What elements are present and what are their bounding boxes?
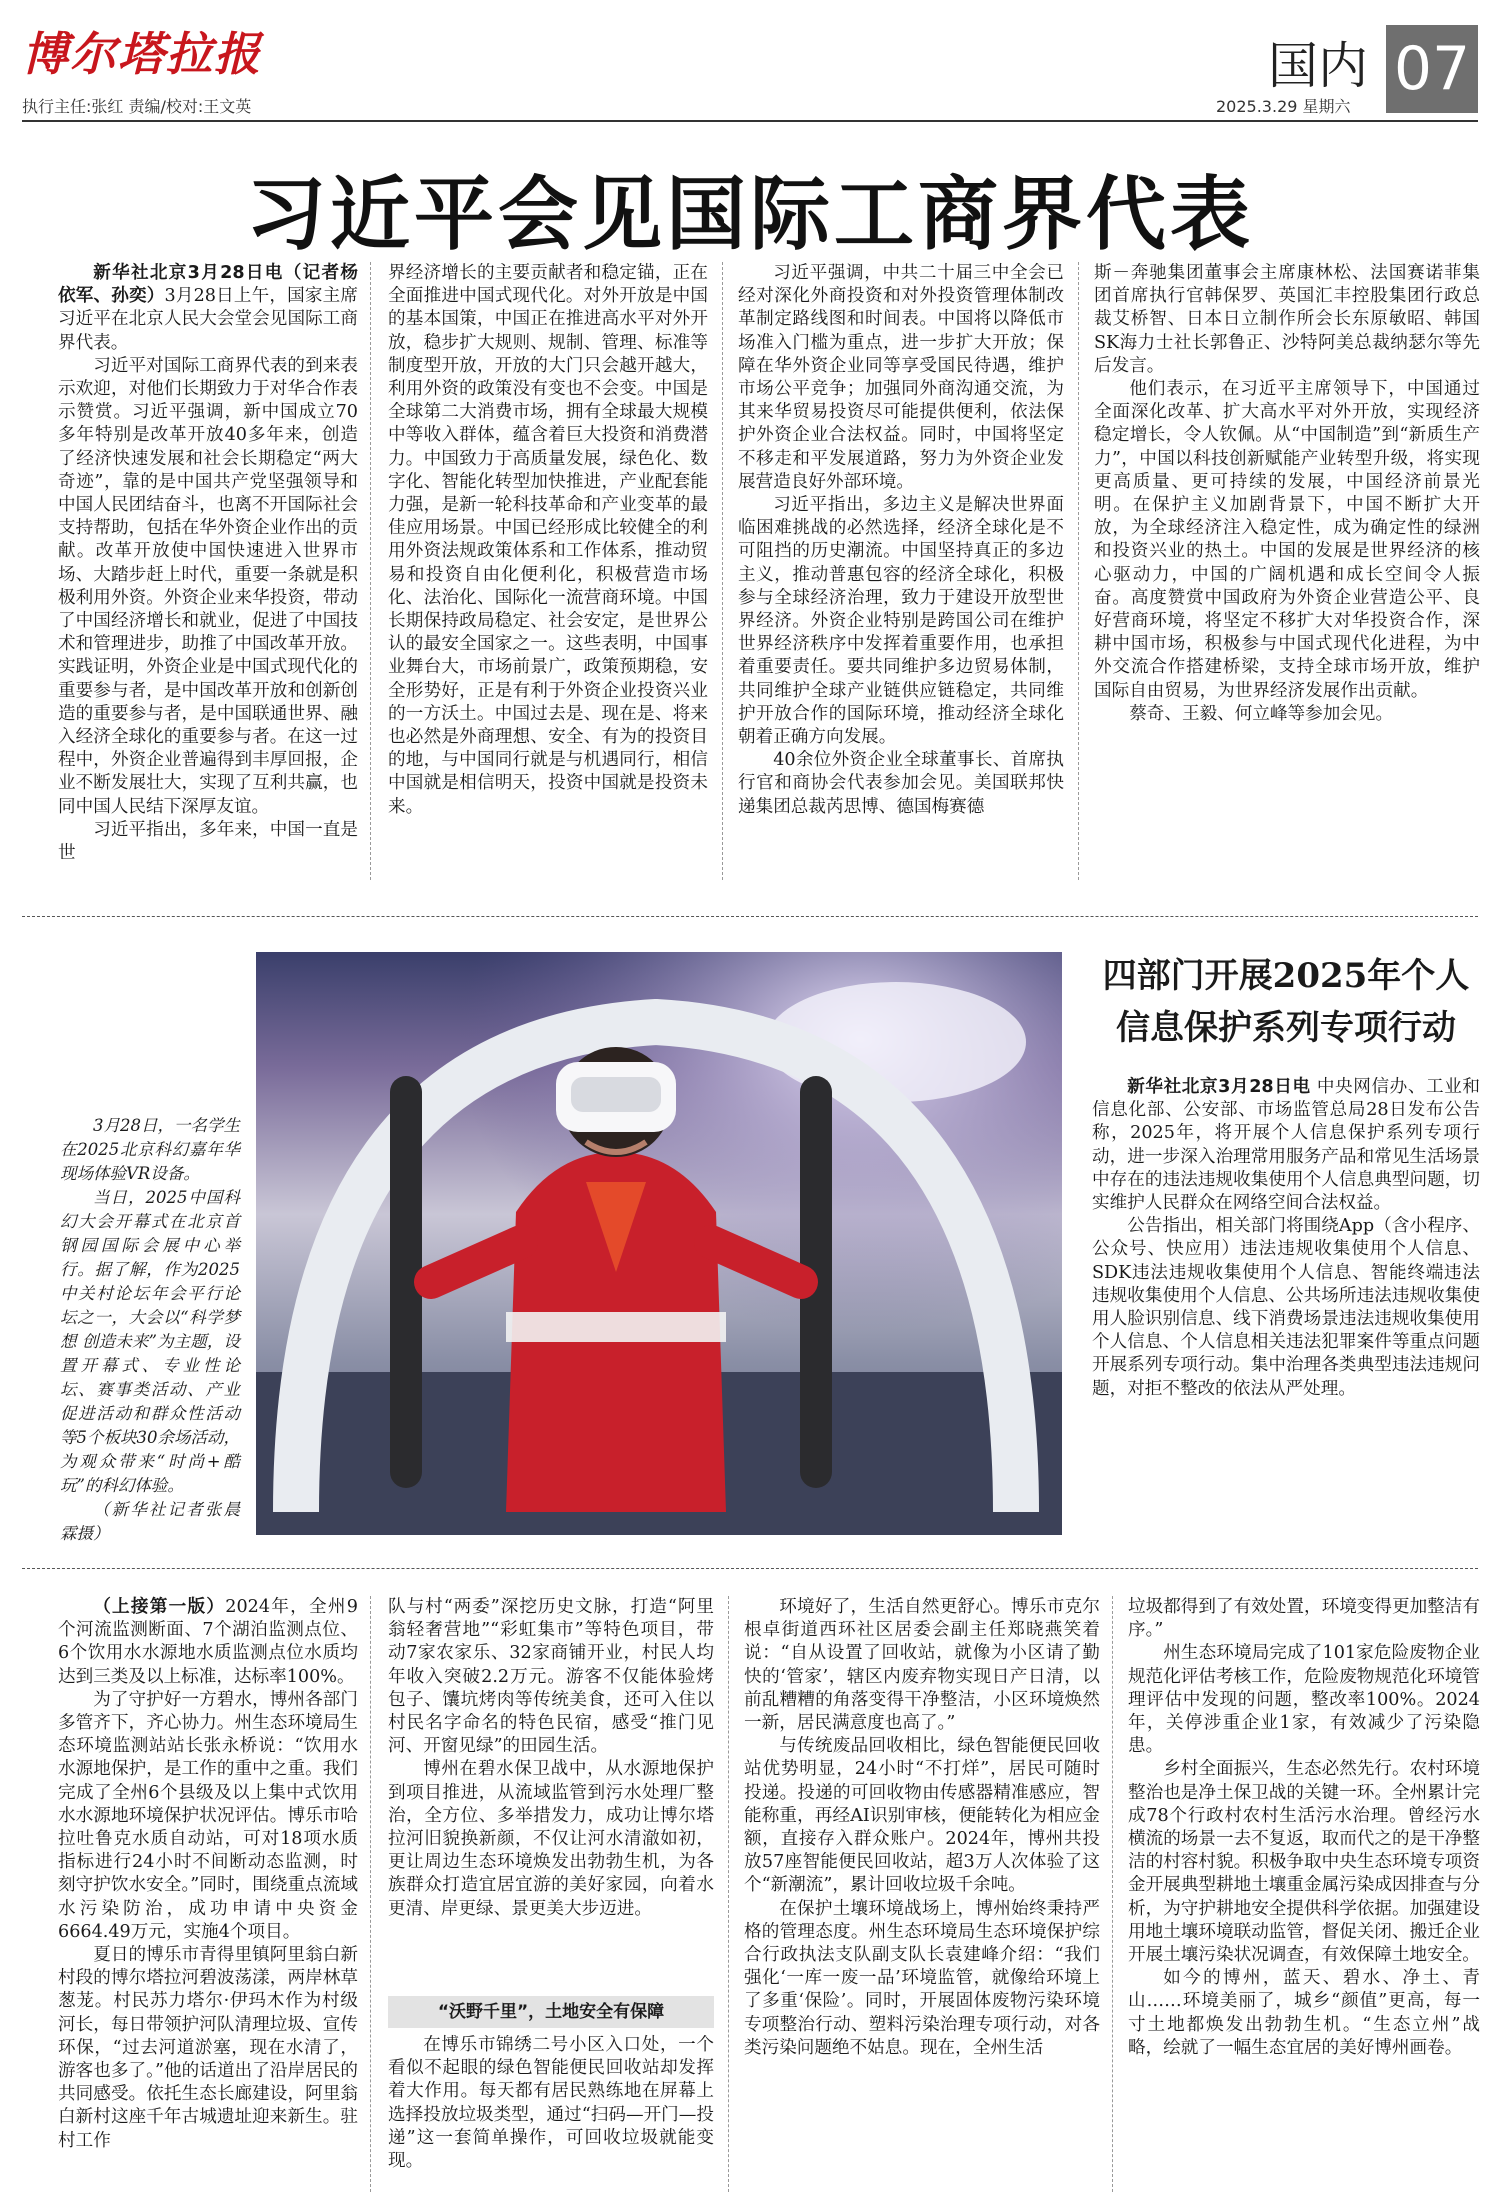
- side-headline-line-1: 四部门开展2025年个人: [1102, 956, 1470, 996]
- dateline: （上接第一版）: [93, 1597, 226, 1617]
- main-headline: 习近平会见国际工商界代表: [246, 168, 1254, 261]
- column-divider: [370, 1596, 371, 2192]
- continued-story-column-4: [1128, 1596, 1480, 2192]
- caption-line: 3月28日，一名学生在2025北京科幻嘉年华现场体验VR设备。: [60, 1116, 240, 1183]
- column-divider: [722, 262, 723, 880]
- section-divider: [22, 916, 1478, 917]
- article-paragraph: [744, 1596, 1100, 1735]
- paper-logo: 博尔塔拉报: [22, 27, 262, 81]
- main-story-column-1: [58, 262, 358, 880]
- paragraph-text: 为了守护好一方碧水，博州各部门多管齐下，齐心协力。州生态环境局生态环境监测站站长张永桥说：“饮用水水源地保护，是工作的重中之重。我们完成了全州6个县级及以上集中式饮用水水源地环境保护状况评估。博乐市哈拉吐鲁克水质自动站，可对18项水质指标进行24小时不间断动态监测，时刻守护饮水安全。”同时，围绕重点流域水污染防治，成功申请中央资金6664.49万元，实施4个项目。: [58, 1689, 358, 1942]
- section-subhead: “沃野千里”，土地安全有保障: [388, 1996, 714, 2028]
- paragraph-text: 蔡奇、王毅、何立峰等参加会见。: [1129, 703, 1394, 724]
- caption-line: 当日，2025中国科幻大会开幕式在北京首钢园国际会展中心举行。据了解，作为2025中关村论坛年会平行论坛之一，大会以“科学梦想 创造未来”为主题，设置开幕式、专业性论坛、赛事类活动、产业促进活动和群众性活动等5个板块30余场活动，为观众带来“时尚+酷玩”的科幻体验。: [60, 1188, 240, 1495]
- paragraph-text: 州生态环境局完成了101家危险废物企业规范化评估考核工作，危险废物规范化环境管理评估中发现的问题，整改率100%。2024年，关停涉重企业1家，有效减少了污染隐患。: [1128, 1643, 1480, 1757]
- article-paragraph: [1092, 1076, 1480, 1215]
- paragraph-text: 习近平指出，多边主义是解决世界面临困难挑战的必然选择，经济全球化是不可阻挡的历史潮流。中国坚持真正的多边主义，推动普惠包容的经济全球化，积极参与全球经济治理，致力于建设开放型世界经济。外资企业特别是跨国公司在维护世界经济秩序中发挥着重要作用，也承担着重要责任。要共同维护多边贸易体制，共同维护全球产业链供应链稳定，共同维护开放合作的国际环境，推动经济全球化朝着正确方向发展。: [738, 495, 1064, 748]
- section-name: 国内: [1268, 37, 1368, 95]
- paragraph-text: 习近平对国际工商界代表的到来表示欢迎，对他们长期致力于对华合作表示赞赏。习近平强调，新中国成立70多年特别是改革开放40多年来，创造了经济快速发展和社会长期稳定“两大奇迹”，靠的是中国共产党坚强领导和中国人民团结奋斗，也离不开国际社会支持帮助，包括在华外资企业作出的贡献。改革开放使中国快速进入世界市场、大踏步赶上时代，重要一条就是积极利用外资。外资企业来华投资，带动了中国经济增长和就业，促进了中国技术和管理进步，助推了中国改革开放。实践证明，外资企业是中国式现代化的重要参与者，是中国改革开放和创新创造的重要参与者，是中国联通世界、融入经济全球化的重要参与者。在这一过程中，外资企业普遍得到丰厚回报，企业不断发展壮大，实现了互利共赢，也同中国人民结下深厚友谊。: [58, 355, 358, 817]
- main-story-column-2: [388, 262, 708, 880]
- paragraph-text: 3月28日上午，国家主席习近平在北京人民大会堂会见国际工商界代表。: [58, 286, 358, 353]
- article-paragraph: [1094, 703, 1480, 726]
- paragraph-text: 他们表示，在习近平主席领导下，中国通过全面深化改革、扩大高水平对外开放，实现经济稳定增长，令人钦佩。从“中国制造”到“新质生产力”，中国以科技创新赋能产业转型升级，将实现更高质量、更可持续的发展，中国经济前景光明。在保护主义加剧背景下，中国不断扩大开放，为全球经济注入稳定性，成为确定性的绿洲和投资兴业的热土。中国的发展是世界经济的核心驱动力，中国的广阔机遇和成长空间令人振奋。高度赞赏中国政府为外资企业营造公平、良好营商环境，将坚定不移扩大对华投资合作，深耕中国市场，积极参与中国式现代化进程，为中外交流合作搭建桥梁，支持全球市场开放，维护国际自由贸易，为世界经济发展作出贡献。: [1094, 379, 1480, 701]
- article-paragraph: [58, 1689, 358, 1944]
- side-story-headline: [1092, 950, 1480, 1054]
- main-story-column-3: [738, 262, 1064, 880]
- page-number: 07: [1386, 25, 1478, 113]
- editor-credits: 执行主任:张红 责编/校对:王文英: [22, 97, 252, 116]
- paragraph-text: 队与村“两委”深挖历史文脉，打造“阿里翁轻奢营地”“彩虹集市”等特色项目，带动7家农家乐、32家商铺开业，村民人均年收入突破2.2万元。游客不仅能体验烤包子、馕坑烤肉等传统美食，还可入住以村民名字命名的特色民宿，感受“推门见河、开窗见绿”的田园生活。: [388, 1597, 714, 1757]
- article-paragraph: [738, 494, 1064, 749]
- paragraph-text: 习近平强调，中共二十届三中全会已经对深化外商投资和对外投资管理体制改革制定路线图和时间表。中国将以降低市场准入门槛为重点，进一步扩大开放；保障在华外资企业同等享受国民待遇，维护市场公平竞争；加强同外商沟通交流，为其来华贸易投资尽可能提供便利，依法保护外资企业合法权益。同时，中国将坚定不移走和平发展道路，努力为外资企业发展营造良好外部环境。: [738, 263, 1064, 492]
- paragraph-text: 2024年，全州9个河流监测断面、7个湖泊监测点位、6个饮用水水源地水质监测点位水质均达到三类及以上标准，达标率100%。: [58, 1597, 358, 1687]
- paragraph-text: 夏日的博乐市青得里镇阿里翁白新村段的博尔塔拉河碧波荡漾，两岸林草葱茏。村民苏力塔尔·伊玛木作为村级河长，每日带领护河队清理垃圾、宣传环保，“过去河道淤塞，现在水清了，游客也多了。”他的话道出了沿岸居民的共同感受。依托生态长廊建设，阿里翁白新村这座千年古城遗址迎来新生。驻村工作: [58, 1945, 358, 2151]
- article-paragraph: [1128, 1642, 1480, 1758]
- paragraph-text: 在博乐市锦绣二号小区入口处，一个看似不起眼的绿色智能便民回收站却发挥着大作用。每天都有居民熟练地在屏幕上选择投放垃圾类型，通过“扫码—开门—投递”这一套简单操作，可回收垃圾就能变现。: [388, 2035, 714, 2172]
- article-paragraph: [58, 1596, 358, 1689]
- column-divider: [1078, 262, 1079, 880]
- paragraph-text: 公告指出，相关部门将围绕App（含小程序、公众号、快应用）违法违规收集使用个人信息、SDK违法违规收集使用个人信息、智能终端违法违规收集使用个人信息、公共场所违法违规收集使用人脸识别信息、线下消费场景违法违规收集使用个人信息、个人信息相关违法犯罪案件等重点问题开展系列专项行动。集中治理各类典型违法违规问题，对拒不整改的依法从严处理。: [1092, 1216, 1480, 1399]
- paragraph-text: 乡村全面振兴，生态必然先行。农村环境整治也是净土保卫战的关键一环。全州累计完成78个行政村农村生活污水治理。曾经污水横流的场景一去不复返，取而代之的是干净整洁的村容村貌。积极争取中央生态环境专项资金开展典型耕地土壤重金属污染成因排查与分析，为守护耕地安全提供科学依据。加强建设用地土壤环境联动监管，督促关闭、搬迁企业开展土壤污染状况调查，有效保障土地安全。: [1128, 1759, 1480, 1966]
- article-paragraph: [388, 262, 708, 819]
- paragraph-text: 斯－奔驰集团董事会主席康林松、法国赛诺菲集团首席执行官韩保罗、英国汇丰控股集团行政总裁艾桥智、日本日立制作所会长东原敏昭、韩国SK海力士社长郭鲁正、沙特阿美总裁纳瑟尔等先后发言。: [1094, 263, 1480, 376]
- photo-caption: [60, 1114, 240, 1546]
- dateline: 新华社北京3月28日电（记者杨依军、孙奕）: [58, 263, 358, 307]
- paragraph-text: 界经济增长的主要贡献者和稳定锚，正在全面推进中国式现代化。对外开放是中国的基本国策，中国正在推进高水平对外开放，稳步扩大规则、规制、管理、标准等制度型开放，开放的大门只会越开越大，利用外资的政策没有变也不会变。中国是全球第二大消费市场，拥有全球最大规模中等收入群体，蕴含着巨大投资和消费潜力。中国致力于高质量发展，绿色化、数字化、智能化转型加快推进，产业配套能力强，是新一轮科技革命和产业变革的最佳应用场景。中国已经形成比较健全的利用外资法规政策体系和工作体系，推动贸易和投资自由化便利化，积极营造市场化、法治化、国际化一流营商环境。中国长期保持政局稳定、社会安定，是世界公认的最安全国家之一。这些表明，中国事业舞台大，市场前景广，政策预期稳，安全形势好，正是有利于外资企业投资兴业的一方沃土。中国过去是、现在是、将来也必然是外商理想、安全、有为的投资目的地，与中国同行就是与机遇同行，相信中国就是相信明天，投资中国就是投资未来。: [388, 263, 708, 817]
- article-paragraph: [1128, 1967, 1480, 2060]
- column-divider: [1112, 1596, 1113, 2192]
- article-paragraph: [58, 355, 358, 819]
- article-paragraph: [1128, 1758, 1480, 1967]
- side-story-body: [1092, 1076, 1480, 1536]
- paragraph-text: 博州在碧水保卫战中，从水源地保护到项目推进，从流域监管到污水处理厂整治，全方位、多举措发力，成功让博尔塔拉河旧貌换新颜，不仅让河水清澈如初，更让周边生态环境焕发出勃勃生机，为各族群众打造宜居宜游的美好家园，向着水更清、岸更绿、景更美大步迈进。: [388, 1759, 714, 1919]
- paragraph-text: 习近平指出，多年来，中国一直是世: [58, 819, 358, 864]
- vr-photo: [256, 952, 1062, 1535]
- section-divider: [22, 1568, 1478, 1569]
- masthead-rule: [22, 120, 1478, 122]
- article-paragraph: [58, 1944, 358, 2153]
- column-divider: [370, 262, 371, 880]
- article-paragraph: [1094, 378, 1480, 703]
- continued-story-column-2: [388, 1596, 714, 1990]
- article-paragraph: [1092, 1215, 1480, 1401]
- article-paragraph: [1128, 1596, 1480, 1642]
- paragraph-text: 垃圾都得到了有效处置，环境变得更加整洁有序。”: [1128, 1597, 1480, 1641]
- article-paragraph: [738, 262, 1064, 494]
- article-paragraph: [388, 1596, 714, 1758]
- article-paragraph: [1094, 262, 1480, 378]
- paragraph-text: 40余位外资企业全球董事长、首席执行官和商协会代表参加会见。美国联邦快递集团总裁芮思博、德国梅赛德: [738, 750, 1064, 817]
- paragraph-text: 与传统废品回收相比，绿色智能便民回收站优势明显，24小时“不打烊”，居民可随时投递。投递的可回收物由传感器精准感应，智能称重，再经AI识别审核，便能转化为相应金额，直接存入群众账户。2024年，博州共投放57座智能便民回收站，超3万人次体验了这个“新潮流”，累计回收垃圾千余吨。: [744, 1736, 1100, 1896]
- paragraph-text: 中央网信办、工业和信息化部、公安部、市场监管总局28日发布公告称，2025年，将开展个人信息保护系列专项行动，进一步深入治理常用服务产品和常见生活场景中存在的违法违规收集使用个人信息典型问题，切实维护人民群众在网络空间合法权益。: [1092, 1077, 1480, 1214]
- article-paragraph: [388, 2034, 714, 2173]
- article-paragraph: [58, 262, 358, 355]
- article-paragraph: [744, 1898, 1100, 2060]
- paragraph-text: 如今的博州，蓝天、碧水、净土、青山……环境美丽了，城乡“颜值”更高，每一寸土地都焕发出勃勃生机。“生态立州”战略，绘就了一幅生态宜居的美好博州画卷。: [1128, 1968, 1480, 2058]
- article-paragraph: [738, 749, 1064, 819]
- paragraph-text: 在保护土壤环境战场上，博州始终秉持严格的管理态度。州生态环境局生态环境保护综合行政执法支队副支队长袁建峰介绍：“我们强化‘一库一废一品’环境监管，就像给环境上了多重‘保险’。同时，开展固体废物污染环境专项整治行动、塑料污染治理专项行动，对各类污染问题绝不姑息。现在，全州生活: [744, 1898, 1100, 2058]
- dateline: 新华社北京3月28日电: [1127, 1077, 1311, 1097]
- vr-scene-illustration: [256, 952, 1062, 1535]
- side-headline-line-2: 信息保护系列专项行动: [1116, 1008, 1456, 1048]
- column-divider: [728, 1596, 729, 2192]
- continued-story-column-2b: [388, 2034, 714, 2192]
- article-paragraph: [58, 819, 358, 865]
- continued-story-column-3: [744, 1596, 1100, 2192]
- publication-date: 2025.3.29 星期六: [1216, 97, 1351, 116]
- caption-credit: （新华社记者张晨霖摄）: [60, 1500, 240, 1543]
- article-paragraph: [744, 1735, 1100, 1897]
- article-paragraph: [388, 1758, 714, 1920]
- continued-story-column-1: [58, 1596, 358, 2192]
- main-story-column-4: [1094, 262, 1480, 880]
- paragraph-text: 环境好了，生活自然更舒心。博乐市克尔根卓街道西环社区居委会副主任郑晓燕笑着说：“自从设置了回收站，就像为小区请了勤快的‘管家’，辖区内废弃物实现日产日清，以前乱糟糟的角落变得干净整洁，小区环境焕然一新，居民满意度也高了。”: [744, 1597, 1100, 1734]
